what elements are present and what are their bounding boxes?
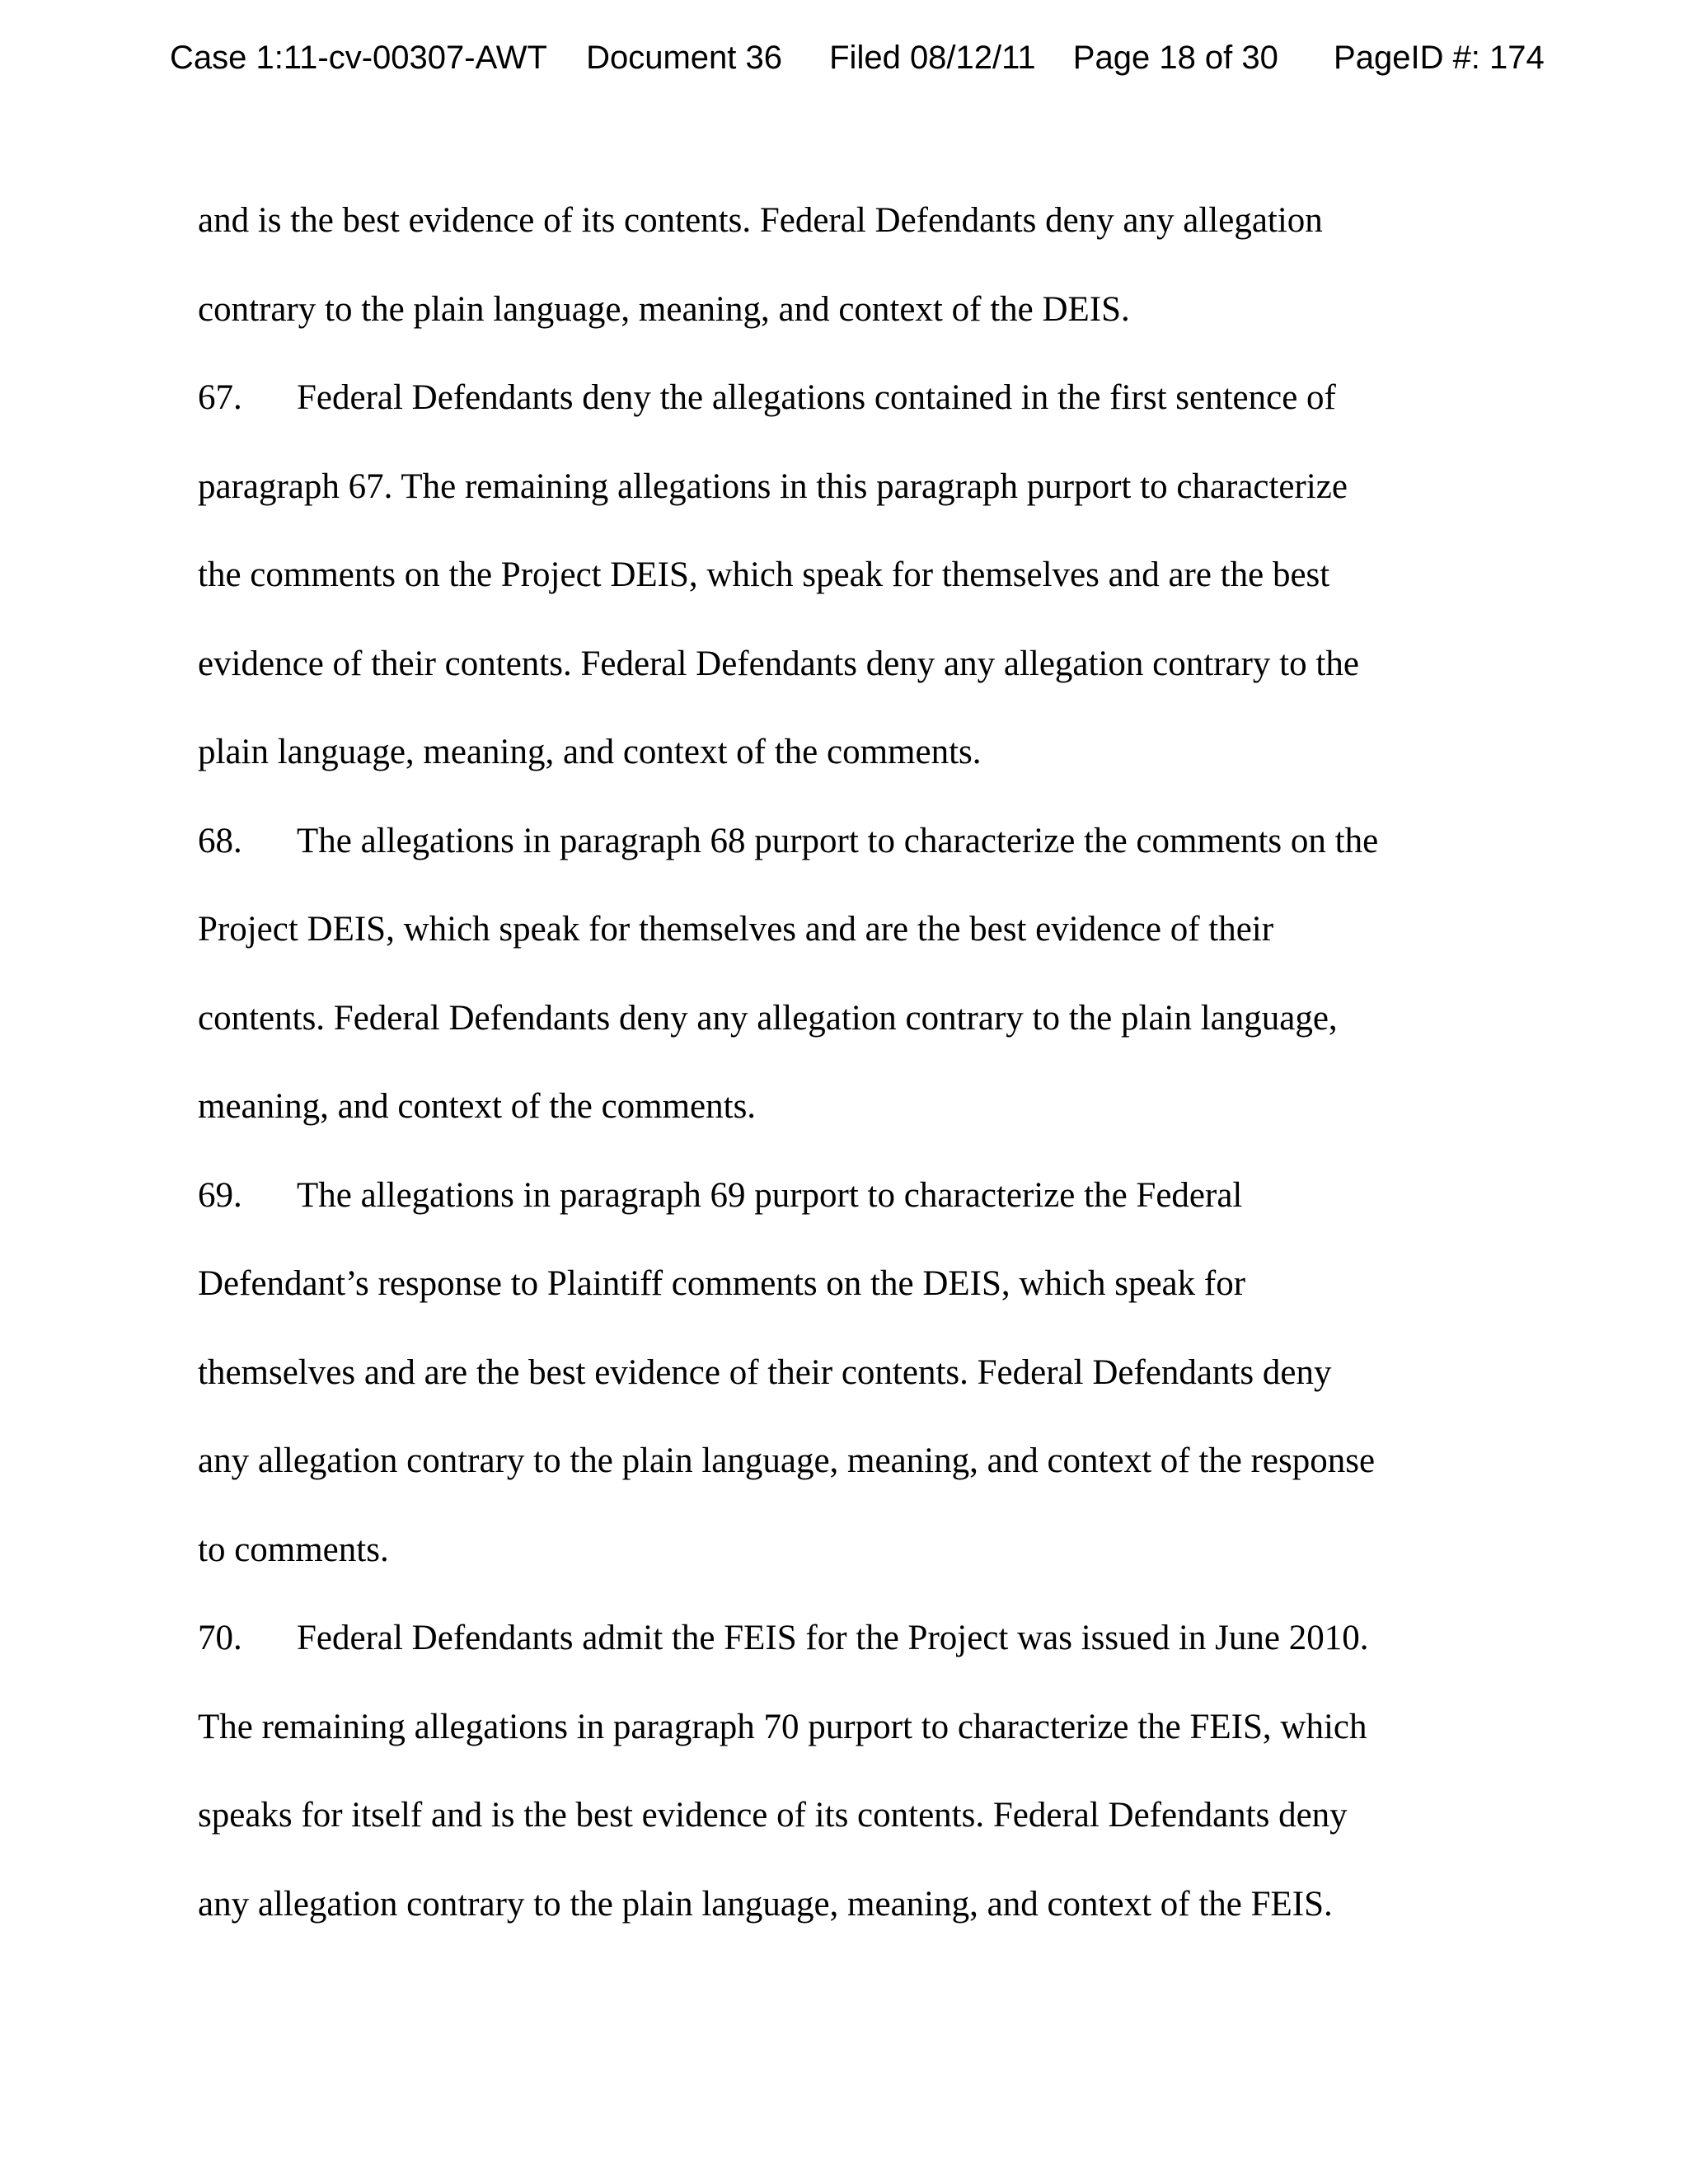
text-line	[198, 1343, 1484, 1432]
text-line	[198, 1698, 1484, 1787]
line-text: themselves and are the best evidence of their contents. Federal Defendants deny	[198, 1352, 1332, 1392]
filed-date: Filed 08/12/11	[829, 40, 1036, 76]
line-text: plain language, meaning, and context of the comments.	[198, 733, 982, 771]
paragraph-start-line	[198, 1609, 1484, 1698]
line-text: paragraph 67. The remaining allegations in this paragraph purport to characterize	[198, 466, 1348, 506]
text-line	[198, 457, 1484, 546]
paragraph-number: 69.	[198, 1175, 242, 1215]
text-line	[198, 1077, 1484, 1166]
line-text: The allegations in paragraph 68 purport to characterize the comments on the	[297, 821, 1379, 860]
paragraph-number: 68.	[198, 821, 242, 860]
line-text: Project DEIS, which speak for themselves and are the best evidence of their	[198, 910, 1274, 949]
text-line	[198, 1432, 1484, 1521]
line-text: to comments.	[198, 1530, 389, 1569]
text-line	[198, 1875, 1484, 1964]
line-text: contrary to the plain language, meaning, and context of the DEIS.	[198, 289, 1130, 329]
text-line	[198, 191, 1484, 280]
text-line	[198, 900, 1484, 989]
text-line	[198, 1786, 1484, 1875]
line-text: evidence of their contents. Federal Defendants deny any allegation contrary to the	[198, 644, 1359, 683]
text-line	[198, 723, 1484, 812]
text-line	[198, 989, 1484, 1078]
case-header	[170, 35, 1545, 81]
paragraph-number: 70.	[198, 1619, 242, 1657]
line-text: speaks for itself and is the best evidence of its contents. Federal Defendants deny	[198, 1796, 1348, 1835]
line-text: Defendant’s response to Plaintiff comments on the DEIS, which speak for	[198, 1264, 1246, 1303]
line-text: The remaining allegations in paragraph 70 purport to characterize the FEIS, which	[198, 1707, 1367, 1746]
line-text: Federal Defendants admit the FEIS for the Project was issued in June 2010.	[297, 1619, 1369, 1657]
line-text: and is the best evidence of its contents. Federal Defendants deny any allegation	[198, 201, 1323, 240]
text-line	[198, 1254, 1484, 1343]
line-text: any allegation contrary to the plain language, meaning, and context of the response	[198, 1441, 1376, 1480]
case-number: Case 1:11-cv-00307-AWT	[170, 40, 547, 76]
paragraph-number: 67.	[198, 378, 242, 417]
text-line	[198, 1521, 1484, 1610]
page-id: PageID #: 174	[1334, 40, 1545, 76]
text-line	[198, 546, 1484, 635]
document-number: Document 36	[586, 40, 782, 76]
line-text: contents. Federal Defendants deny any allegation contrary to the plain language,	[198, 998, 1338, 1038]
paragraph-start-line	[198, 812, 1484, 901]
text-line	[198, 280, 1484, 369]
text-line	[198, 635, 1484, 724]
line-text: meaning, and context of the comments.	[198, 1087, 757, 1126]
document-body	[198, 191, 1484, 1963]
line-text: any allegation contrary to the plain language, meaning, and context of the FEIS.	[198, 1884, 1333, 1924]
line-text: The allegations in paragraph 69 purport to characterize the Federal	[297, 1175, 1243, 1215]
page-indicator: Page 18 of 30	[1072, 40, 1278, 76]
line-text: the comments on the Project DEIS, which speak for themselves and are the best	[198, 555, 1330, 594]
paragraph-start-line	[198, 1166, 1484, 1255]
line-text: Federal Defendants deny the allegations contained in the first sentence of	[297, 378, 1336, 417]
paragraph-start-line	[198, 368, 1484, 457]
